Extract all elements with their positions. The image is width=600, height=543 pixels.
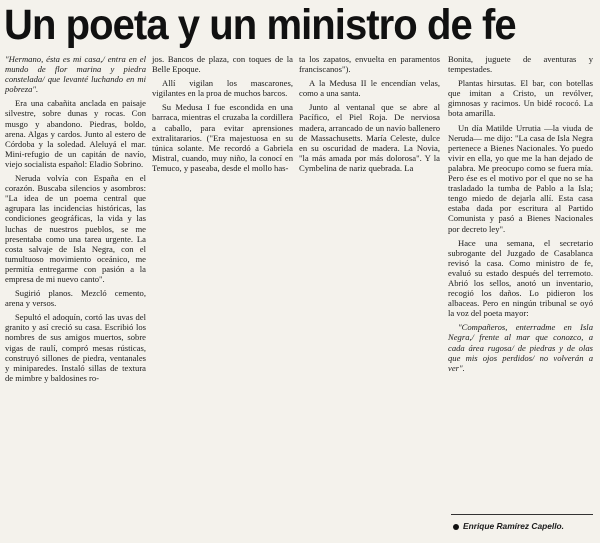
paragraph: Junto al ventanal que se abre al Pacífico, el Piel Roja. De nerviosa madera, arrancado de un navío ballenero de Massachusetts. María Celeste, dulce en su oscuridad de madera. La Novia, "la más amada por más dolorosa". Y la Cymbelina de nariz quebrada. La: [299, 102, 440, 173]
paragraph: ta los zapatos, envuelta en paramentos franciscanos").: [299, 54, 440, 75]
closing-quote: "Compañeros, enterradme en Isla Negra,/ frente al mar que conozco, a cada área rugosa/ de piedras y de olas que mis ojos perdidos/ no volverán a ver".: [448, 322, 593, 373]
paragraph: Bonita, juguete de aventuras y tempestades.: [448, 54, 593, 75]
paragraph: A la Medusa II le encendían velas, como a una santa.: [299, 78, 440, 99]
paragraph: Hace una semana, el secretario subrogante del Juzgado de Casablanca revisó la casa. Como ministro de fe, evaluó su estado después del terremoto. Abrió los sellos, anotó un inventario, recogió los daños. Lo pidieron los albaceas. Pero en ningún tribunal se oyó la voz del poeta mayor:: [448, 237, 593, 319]
column-3: [299, 54, 440, 177]
bullet-icon: [453, 524, 459, 530]
column-1: [5, 54, 146, 387]
epigraph: "Hermano, ésta es mi casa,/ entra en el mundo de flor marina y piedra constelada/ que levanté luchando en mi pobreza".: [5, 54, 146, 95]
paragraph: Neruda volvía con España en el corazón. Buscaba silencios y asombros: "La idea de un poema central que agrupara las incidencias históricas, las condiciones geográficas, la vida y las luchas de nuestros pueblos, se me presentaba como una tarea urgente. La costa salvaje de Isla Negra, con el tumultuoso movimiento oceánico, me permitía entregarme con pasión a la empresa de mi nuevo canto".: [5, 173, 146, 284]
paragraph: Plantas hirsutas. El bar, con botellas que imitan a Cristo, un revólver, gimnosas y racimos. Un bidé rococó. La bota amarilla.: [448, 78, 593, 119]
paragraph: Sugirió planos. Mezcló cemento, arena y versos.: [5, 288, 146, 309]
paragraph: Un día Matilde Urrutia —la viuda de Neruda— me dijo: "La casa de Isla Negra pertenece a Bienes Nacionales. Yo puedo vivir en ella, yo que me la han dejado de palabra. Me preocupo como se fuera mía. Pero ése es el motivo por el que no se ha trasladado la tumba de Pablo a la Isla; tengo miedo de dejarla allí. Esta casa estaba dada por escritura al Partido Comunista y pasó a Bienes Nacionales por decreto ley".: [448, 122, 593, 234]
signature-divider: [451, 514, 593, 515]
headline: Un poeta y un ministro de fe: [4, 1, 516, 49]
column-4: [448, 54, 593, 377]
paragraph: Era una cabañita anclada en paisaje silvestre, sobre dunas y rocas. Con musgo y abandono. Piedras, boldo, arena. Algas y cardos. Junto al estero de Córdoba y la soledad. Aleluyá el mar. Mini-refugio de un capitán de navío, viejo socialista español: Eladio Sobrino.: [5, 98, 146, 169]
paragraph: Su Medusa I fue escondida en una barraca, mientras el cruzaba la cordillera a caballo, para evitar aprensiones extralitararios. ("Era majestuosa en su túnica solante. Me recordó a Gabriela Mistral, cuando, muy niño, la conocí en Temuco, y paseaba, desde el mollo has-: [152, 102, 293, 173]
paragraph: jos. Bancos de plaza, con toques de la Belle Epoque.: [152, 54, 293, 75]
paragraph: Sepultó el adoquín, cortó las uvas del granito y así creció su casa. Escribió los nombres de sus amigos muertos, sobre vigas de raulí, compró mesas rústicas, construyó sillones de piedra, ventanales y miniparedes. Instaló sillas de textura de mimbre y baldosines ro-: [5, 312, 146, 383]
byline-text: Enrique Ramírez Capello.: [463, 521, 564, 531]
column-2: [152, 54, 293, 177]
byline: [453, 519, 593, 533]
paragraph: Allí vigilan los mascarones, vigilantes en la proa de muchos barcos.: [152, 78, 293, 99]
